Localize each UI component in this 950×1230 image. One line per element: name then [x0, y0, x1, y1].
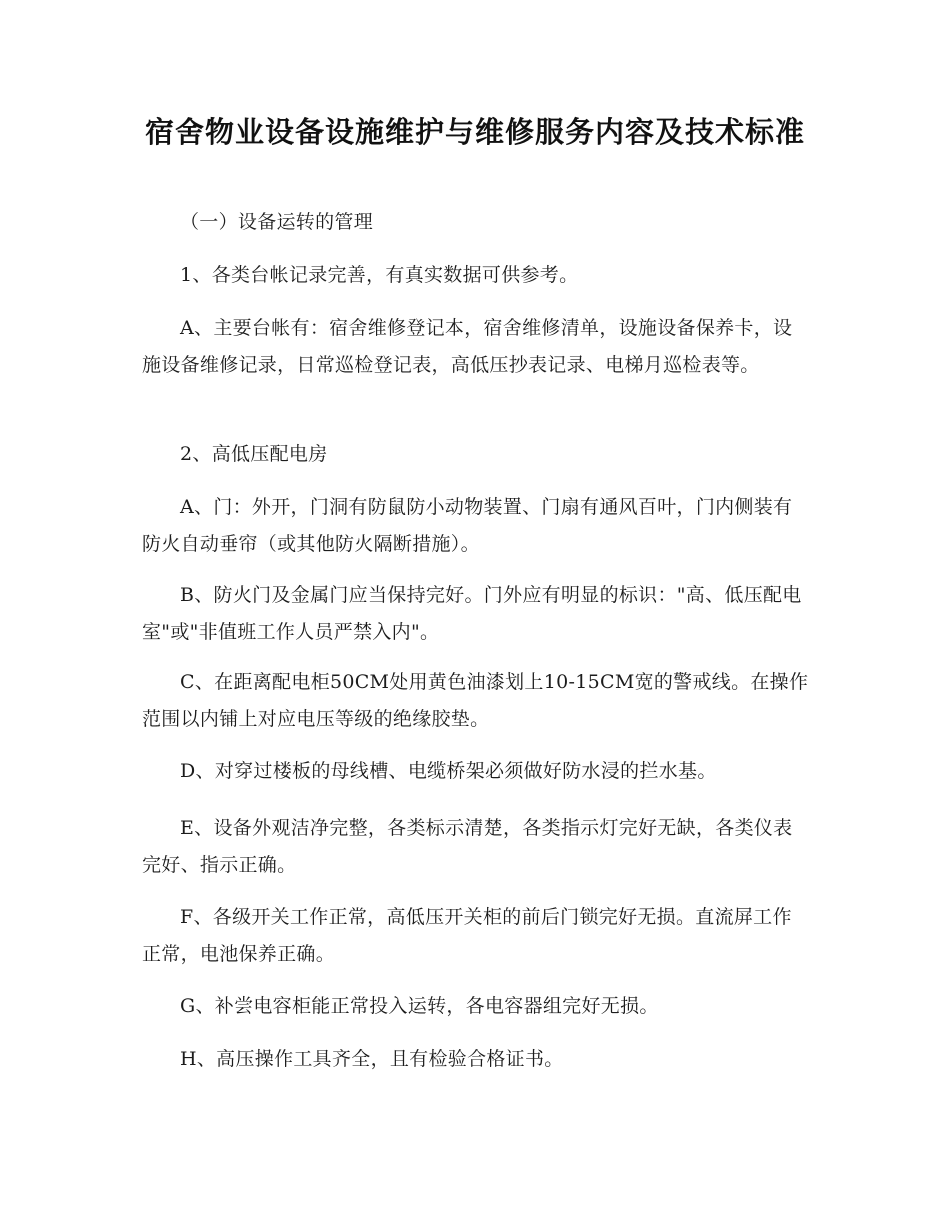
paragraph-warning-line: C、在距离配电柜50CM处用黄色油漆划上10-15CM宽的警戒线。在操作范围以内铺上对应电压等级的绝缘胶垫。 — [142, 671, 809, 730]
paragraph-door: A、门：外开，门洞有防鼠防小动物装置、门扇有通风百叶，门内侧装有防火自动垂帘（或其他防火隔断措施）。 — [142, 496, 793, 555]
paragraph-substation-heading: 2、高低压配电房 — [180, 443, 328, 465]
document-title: 宿舍物业设备设施维护与维修服务内容及技术标准 — [144, 115, 805, 149]
section-heading: （一）设备运转的管理 — [180, 211, 374, 233]
paragraph-equipment-appearance: E、设备外观洁净完整，各类标示清楚，各类指示灯完好无缺，各类仪表完好、指示正确。 — [142, 817, 793, 876]
paragraph-main-ledgers: A、主要台帐有：宿舍维修登记本，宿舍维修清单，设施设备保养卡，设施设备维修记录，日常巡检登记表，高低压抄表记录、电梯月巡检表等。 — [142, 317, 793, 376]
paragraph-ledger-records: 1、各类台帐记录完善，有真实数据可供参考。 — [180, 264, 579, 286]
paragraph-fire-door: B、防火门及金属门应当保持完好。门外应有明显的标识："高、低压配电室"或"非值班工作人员严禁入内"。 — [142, 584, 802, 643]
paragraph-hv-tools: H、高压操作工具齐全，且有检验合格证书。 — [180, 1048, 564, 1070]
paragraph-busway: D、对穿过楼板的母线槽、电缆桥架必须做好防水浸的拦水基。 — [180, 760, 717, 782]
paragraph-switches: F、各级开关工作正常，高低压开关柜的前后门锁完好无损。直流屏工作正常，电池保养正确。 — [142, 906, 792, 965]
paragraph-capacitor: G、补尝电容柜能正常投入运转，各电容器组完好无损。 — [180, 995, 659, 1017]
